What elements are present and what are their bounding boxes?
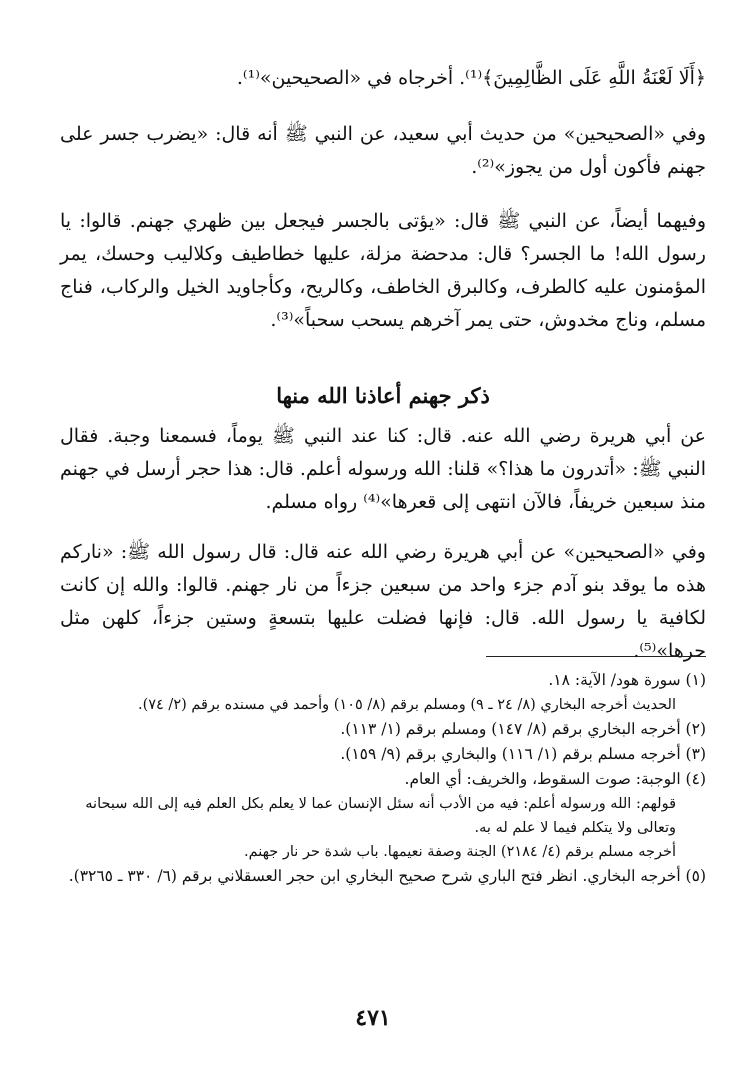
paragraph-bridge-hadith: وفي «الصحيحين» من حديث أبي سعيد، عن النبي ﷺ أنه قال: «يضرب جسر على جهنم فأكون أول من يجوز»⁽²⁾.: [60, 123, 706, 178]
footnote-1-detail: الحديث أخرجه البخاري (٨/ ٢٤ ـ ٩) ومسلم برقم (٨/ ١٠٥) وأحمد في مسنده برقم (٢/ ٧٤).: [137, 697, 676, 713]
paragraph-fire-hadith: وفي «الصحيحين» عن أبي هريرة رضي الله عنه قال: قال رسول الله ﷺ: «ناركم هذه ما يوقد بنو آدم جزء واحد من سبعين جزءاً من نار جهنم. قالوا: والله إن كانت لكافية يا رسول الله. قال: فإنها فضلت عليها بتسعةٍ وستين جزءاً، كلهن مثل حرها»⁽⁵⁾.: [60, 541, 706, 662]
footnote-4: (٤) الوجبة: صوت السقوط، والخريف: أي العام.: [404, 770, 706, 788]
footnote-3: (٣) أخرجه مسلم برقم (١/ ١١٦) والبخاري برقم (٩/ ١٥٩).: [340, 745, 706, 763]
paragraph-bridge-description: وفيهما أيضاً، عن النبي ﷺ قال: «يؤتى بالجسر فيجعل بين ظهري جهنم. قالوا: يا رسول الله! ما الجسر؟ قال: مدحضة مزلة، عليها خطاطيف وكلاليب وحسك، يمر المؤمنون عليه كالطرف، وكالبرق الخاطف، وكالريح، وكأجاويد الخيل والركاب، فناج مسلم، وناج مخدوش، حتى يمر آخرهم يسحب سحباً»⁽³⁾.: [60, 210, 706, 331]
footnote-5: (٥) أخرجه البخاري. انظر فتح الباري شرح صحيح البخاري ابن حجر العسقلاني برقم (٦/ ٣٣٠ ـ ٣٢٦٥).: [68, 867, 706, 885]
paragraph-stone-hadith: عن أبي هريرة رضي الله عنه. قال: كنا عند النبي ﷺ يوماً، فسمعنا وجبة. فقال النبي ﷺ: «أتدرون ما هذا؟» قلنا: الله ورسوله أعلم. قال: هذا حجر أرسل في جهنم منذ سبعين خريفاً، فالآن انتهى إلى قعرها»⁽⁴⁾ رواه مسلم.: [60, 425, 706, 513]
footnote-2: (٢) أخرجه البخاري برقم (٨/ ١٤٧) ومسلم برقم (١/ ١١٣).: [340, 720, 706, 738]
paragraph-quran-verse: ﴿أَلَا لَعْنَةُ اللَّهِ عَلَى الظَّالِمِينَ﴾⁽¹⁾. أخرجاه في «الصحيحين»⁽¹⁾.: [236, 67, 706, 89]
page-number: ٤٧١: [355, 1005, 391, 1031]
footnote-4-detail: قولهم: الله ورسوله أعلم: فيه من الأدب أنه سئل الإنسان عما لا يعلم بكل العلم فيه إلى الله سبحانه وتعالى ولا يتكلم فيما لا علم له به.: [85, 796, 676, 836]
footnote-1: (١) سورة هود/ الآية: ١٨.: [548, 671, 706, 689]
footnote-divider: [486, 656, 706, 657]
footnote-4-source: أخرجه مسلم برقم (٤/ ٢١٨٤) الجنة وصفة نعيمها. باب شدة حر نار جهنم.: [243, 844, 676, 860]
section-heading: ذكر جهنم أعاذنا الله منها: [276, 383, 490, 409]
footnotes: [50, 668, 706, 889]
